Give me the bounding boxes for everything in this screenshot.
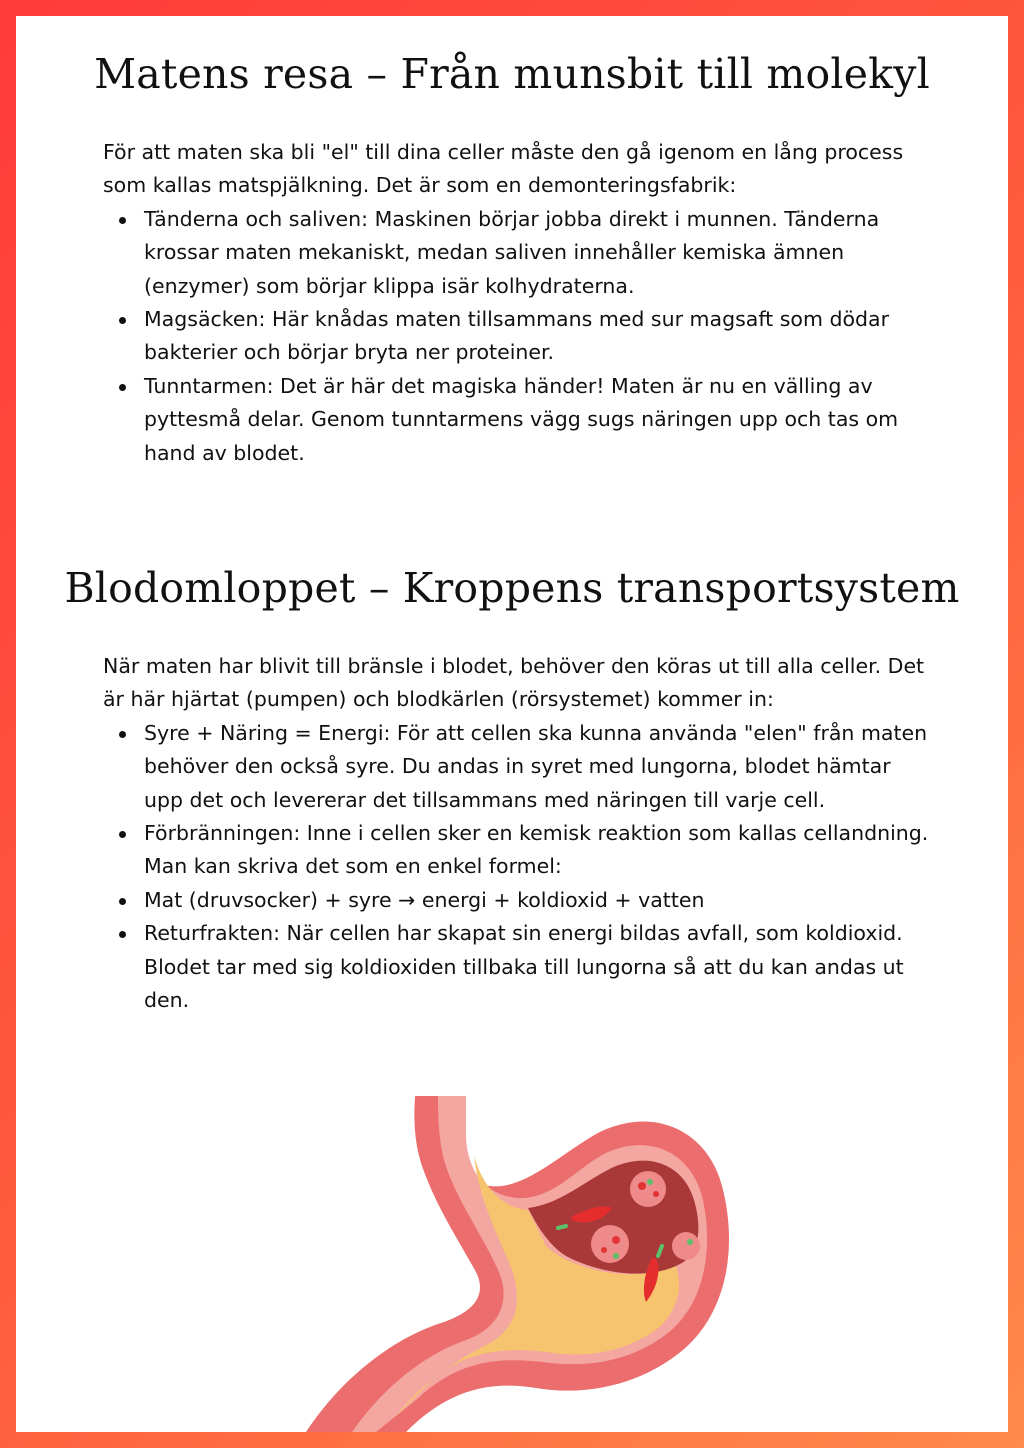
- stomach-icon: [266, 1096, 786, 1432]
- food-particle: [591, 1225, 629, 1263]
- list-item: Syre + Näring = Energi: För att cellen ska kunna använda "elen" från maten behöver den också syre. Du andas in syret med lungorna, blodet hämtar upp det och levererar det tillsammans med näringen till varje cell.: [144, 717, 933, 817]
- food-particle: [672, 1232, 700, 1260]
- list-item: Mat (druvsocker) + syre → energi + koldioxid + vatten: [144, 884, 933, 917]
- food-particle-dot: [647, 1179, 653, 1185]
- list-item: Tunntarmen: Det är här det magiska händer! Maten är nu en välling av pyttesmå delar. Genom tunntarmens vägg sugs näringen upp och tas om hand av blodet.: [144, 370, 933, 470]
- food-particle-dot: [653, 1191, 659, 1197]
- bullet-list: [103, 717, 933, 1018]
- chili-stem: [558, 1226, 566, 1228]
- section-title-bloodstream: Blodomloppet – Kroppens transportsystem: [64, 564, 960, 612]
- page: [16, 16, 1008, 1432]
- food-particle-dot: [687, 1239, 693, 1245]
- bullet-list: [103, 203, 933, 470]
- list-item: Magsäcken: Här knådas maten tillsammans med sur magsaft som dödar bakterier och börjar bryta ner proteiner.: [144, 303, 933, 370]
- section-food-journey: [103, 136, 933, 470]
- food-particle-dot: [601, 1247, 607, 1253]
- intro-paragraph: När maten har blivit till bränsle i blodet, behöver den köras ut till alla celler. Det är här hjärtat (pumpen) och blodkärlen (rörsystemet) kommer in:: [103, 654, 925, 712]
- list-item: Returfrakten: När cellen har skapat sin energi bildas avfall, som koldioxid. Blodet tar med sig koldioxiden tillbaka till lungorna så att du kan andas ut den.: [144, 917, 933, 1017]
- intro-paragraph: För att maten ska bli "el" till dina celler måste den gå igenom en lång process som kallas matspjälkning. Det är som en demonteringsfabrik:: [103, 140, 904, 198]
- list-item: Förbränningen: Inne i cellen sker en kemisk reaktion som kallas cellandning. Man kan skriva det som en enkel formel:: [144, 817, 933, 884]
- food-particle-dot: [638, 1182, 646, 1190]
- list-item: Tänderna och saliven: Maskinen börjar jobba direkt i munnen. Tänderna krossar maten mekaniskt, medan saliven innehåller kemiska ämnen (enzymer) som börjar klippa isär kolhydraterna.: [144, 203, 933, 303]
- food-particle-dot: [613, 1253, 619, 1259]
- food-particle-dot: [612, 1236, 620, 1244]
- section-title-food-journey: Matens resa – Från munsbit till molekyl: [94, 50, 930, 98]
- section-bloodstream: [103, 650, 933, 1017]
- food-particle: [630, 1171, 666, 1207]
